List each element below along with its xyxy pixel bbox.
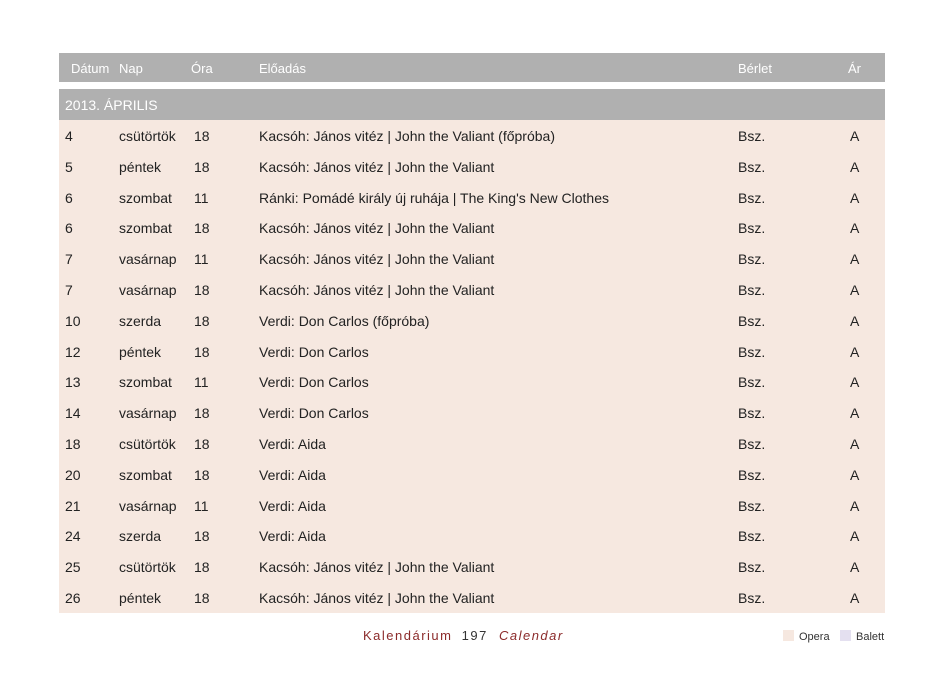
cell-datum: 13 <box>65 374 81 391</box>
cell-ora: 18 <box>194 128 210 144</box>
cell-nap: vasárnap <box>119 281 177 298</box>
legend-label-balett: Balett <box>856 631 885 643</box>
cell-ar: A <box>850 128 860 144</box>
cell-nap: szombat <box>119 466 172 483</box>
cell-ora: 18 <box>194 435 210 452</box>
cell-nap: vasárnap <box>119 405 177 422</box>
cell-berlet: Bsz. <box>738 281 766 298</box>
cell-ora: 11 <box>194 497 209 514</box>
table-row <box>59 459 885 490</box>
cell-nap: szerda <box>119 312 162 329</box>
cell-datum: 18 <box>65 435 81 452</box>
cell-berlet: Bsz. <box>738 589 766 606</box>
cell-nap: péntek <box>119 158 162 175</box>
table-body <box>59 120 885 613</box>
cell-ora: 18 <box>194 466 210 483</box>
cell-ora: 18 <box>194 312 210 329</box>
cell-berlet: Bsz. <box>738 251 766 268</box>
cell-nap: péntek <box>119 343 162 360</box>
cell-eloadas: Kacsóh: János vitéz | John the Valiant <box>259 559 495 576</box>
cell-nap: vasárnap <box>119 497 177 514</box>
cell-ar: A <box>850 405 860 422</box>
cell-nap: csütörtök <box>119 435 176 452</box>
legend-swatch-balett <box>840 630 851 641</box>
cell-eloadas: Ránki: Pomádé király új ruhája | The King's New Clothes <box>259 189 609 206</box>
cell-nap: szombat <box>119 374 172 391</box>
cell-berlet: Bsz. <box>738 466 766 483</box>
header-berlet: Bérlet <box>738 61 772 76</box>
cell-datum: 12 <box>65 343 81 360</box>
cell-eloadas: Verdi: Don Carlos (főpróba) <box>259 312 430 329</box>
cell-ar: A <box>850 466 860 483</box>
cell-eloadas: Kacsóh: János vitéz | John the Valiant <box>259 251 495 268</box>
cell-ar: A <box>850 497 860 514</box>
calendar-table <box>59 53 885 613</box>
footer-title-en: Calendar <box>498 628 564 643</box>
table-row <box>59 582 885 613</box>
cell-berlet: Bsz. <box>738 528 766 545</box>
header-ar: Ár <box>848 61 861 76</box>
month-label: 2013. ÁPRILIS <box>65 97 158 113</box>
cell-datum: 7 <box>65 251 73 268</box>
cell-datum: 10 <box>65 312 81 329</box>
cell-ar: A <box>850 589 860 606</box>
cell-datum: 20 <box>65 466 81 483</box>
cell-ora: 18 <box>194 589 210 606</box>
cell-ar: A <box>850 312 860 329</box>
cell-eloadas: Kacsóh: János vitéz | John the Valiant <box>259 589 495 606</box>
cell-berlet: Bsz. <box>738 497 766 514</box>
header-datum: Dátum <box>71 61 110 76</box>
cell-eloadas: Verdi: Aida <box>259 497 326 514</box>
cell-datum: 5 <box>65 158 73 175</box>
cell-eloadas: Kacsóh: János vitéz | John the Valiant (főpróba) <box>259 128 555 144</box>
table-row <box>59 243 885 274</box>
legend-label-opera: Opera <box>799 631 830 643</box>
cell-ora: 11 <box>194 374 209 391</box>
cell-ar: A <box>850 559 860 576</box>
cell-nap: csütörtök <box>119 128 176 144</box>
cell-ar: A <box>850 189 860 206</box>
footer-title-hu: Kalendárium <box>363 628 453 643</box>
cell-berlet: Bsz. <box>738 435 766 452</box>
cell-nap: vasárnap <box>119 251 177 268</box>
legend-swatch-opera <box>783 630 794 641</box>
cell-berlet: Bsz. <box>738 220 766 237</box>
page-footer <box>0 628 945 648</box>
header-nap: Nap <box>119 61 143 76</box>
cell-berlet: Bsz. <box>738 312 766 329</box>
cell-eloadas: Verdi: Aida <box>259 435 326 452</box>
cell-ar: A <box>850 343 860 360</box>
cell-ar: A <box>850 374 860 391</box>
header-eloadas: Előadás <box>259 61 306 76</box>
cell-eloadas: Verdi: Don Carlos <box>259 343 369 360</box>
header-ora: Óra <box>191 61 213 76</box>
cell-ar: A <box>850 528 860 545</box>
table-row <box>59 551 885 582</box>
table-row <box>59 490 885 521</box>
cell-datum: 6 <box>65 189 73 206</box>
cell-nap: péntek <box>119 589 162 606</box>
cell-ora: 18 <box>194 220 210 237</box>
cell-datum: 14 <box>65 405 81 422</box>
table-row <box>59 120 885 151</box>
cell-ar: A <box>850 220 860 237</box>
cell-ora: 18 <box>194 405 210 422</box>
cell-datum: 25 <box>65 559 81 576</box>
table-header <box>59 53 885 82</box>
cell-ar: A <box>850 158 860 175</box>
cell-ora: 18 <box>194 528 210 545</box>
footer-title <box>363 628 564 643</box>
cell-eloadas: Verdi: Aida <box>259 528 326 545</box>
cell-berlet: Bsz. <box>738 128 766 144</box>
legend-item-opera <box>783 630 830 643</box>
table-row <box>59 366 885 397</box>
cell-berlet: Bsz. <box>738 189 766 206</box>
cell-eloadas: Verdi: Aida <box>259 466 326 483</box>
cell-ar: A <box>850 251 860 268</box>
cell-eloadas: Verdi: Don Carlos <box>259 405 369 422</box>
cell-ora: 18 <box>194 158 210 175</box>
cell-eloadas: Kacsóh: János vitéz | John the Valiant <box>259 220 495 237</box>
cell-ar: A <box>850 435 860 452</box>
cell-datum: 26 <box>65 589 81 606</box>
cell-berlet: Bsz. <box>738 559 766 576</box>
cell-datum: 4 <box>65 128 73 144</box>
cell-ora: 18 <box>194 559 210 576</box>
cell-ar: A <box>850 281 860 298</box>
cell-datum: 21 <box>65 497 81 514</box>
table-row <box>59 428 885 459</box>
month-heading <box>59 89 885 120</box>
cell-eloadas: Kacsóh: János vitéz | John the Valiant <box>259 281 495 298</box>
cell-eloadas: Kacsóh: János vitéz | John the Valiant <box>259 158 495 175</box>
cell-nap: szerda <box>119 528 162 545</box>
table-row <box>59 397 885 428</box>
page-number: 197 <box>461 628 488 643</box>
cell-ora: 18 <box>194 343 210 360</box>
cell-nap: szombat <box>119 220 172 237</box>
table-row <box>59 520 885 551</box>
cell-berlet: Bsz. <box>738 374 766 391</box>
cell-nap: csütörtök <box>119 559 176 576</box>
table-row <box>59 151 885 182</box>
table-row <box>59 212 885 243</box>
cell-datum: 6 <box>65 220 73 237</box>
table-row <box>59 336 885 367</box>
cell-berlet: Bsz. <box>738 343 766 360</box>
legend-item-balett <box>840 630 884 643</box>
table-row <box>59 305 885 336</box>
cell-berlet: Bsz. <box>738 405 766 422</box>
cell-ora: 11 <box>194 251 209 268</box>
cell-datum: 7 <box>65 281 73 298</box>
table-row <box>59 182 885 213</box>
cell-ora: 18 <box>194 281 210 298</box>
cell-eloadas: Verdi: Don Carlos <box>259 374 369 391</box>
cell-ora: 11 <box>194 189 209 206</box>
table-row <box>59 274 885 305</box>
cell-berlet: Bsz. <box>738 158 766 175</box>
cell-nap: szombat <box>119 189 172 206</box>
cell-datum: 24 <box>65 528 81 545</box>
